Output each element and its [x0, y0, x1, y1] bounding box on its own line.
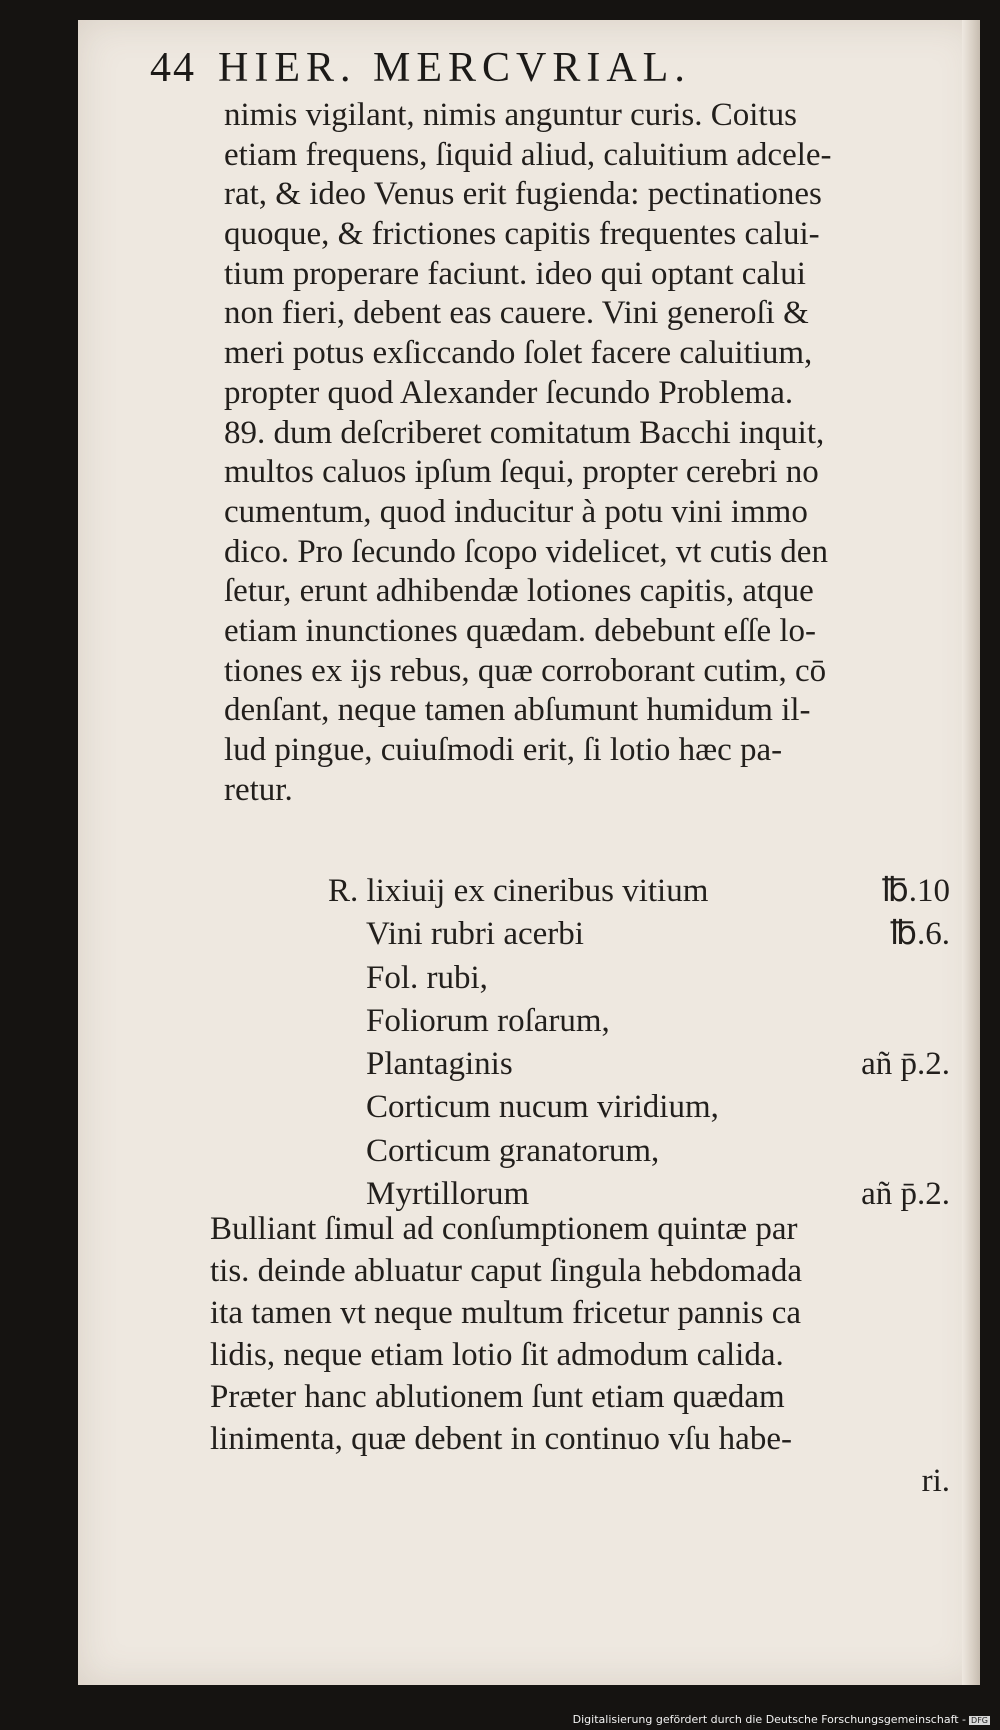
text-line: nimis vigilant, nimis anguntur curis. Coitus — [224, 97, 797, 133]
text-line: retur. — [224, 771, 293, 808]
recipe-item — [224, 1043, 964, 1086]
ingredient-quantity: ℔.6. — [890, 916, 950, 953]
running-title: HIER. MERCVRIAL. — [218, 45, 691, 91]
recipe-item — [224, 1086, 964, 1129]
text-line: Bulliant ſimul ad conſumptionem quintæ par — [210, 1211, 798, 1247]
text-line: lud pingue, cuiuſmodi erit, ſi lotio hæc pa- — [224, 732, 783, 768]
text-line: denſant, neque tamen abſumunt humidum il- — [224, 692, 811, 729]
text-line: cumentum, quod inducitur à potu vini immo — [224, 493, 808, 530]
text-line: dico. Pro ſecundo ſcopo videlicet, vt cutis den — [224, 533, 828, 570]
text-line: ſetur, erunt adhibendæ lotiones capitis, atque — [224, 573, 814, 610]
recipe-item — [224, 1000, 964, 1043]
ingredient-name: Corticum granatorum, — [366, 1132, 660, 1169]
text-line: tis. deinde abluatur caput ſingula hebdomada — [210, 1253, 802, 1289]
text-line: etiam inunctiones quædam. debebunt eſſe lo- — [224, 612, 817, 649]
running-header — [150, 44, 930, 91]
text-line: ita tamen vt neque multum fricetur pannis ca — [210, 1295, 802, 1331]
ingredient-name: Fol. rubi, — [366, 959, 488, 996]
text-line: tiones ex ijs rebus, quæ corroborant cutim, cō — [224, 652, 827, 689]
closing-text — [210, 1208, 962, 1502]
text-line: meri potus exſiccando ſolet facere caluitium, — [224, 335, 813, 372]
text-line: 89. dum deſcriberet comitatum Bacchi inquit, — [224, 414, 825, 451]
ingredient-name: Plantaginis — [366, 1046, 513, 1083]
recipe-item — [224, 913, 964, 956]
text-line: quoque, & frictiones capitis frequentes calui- — [224, 216, 820, 253]
recipe-item — [224, 870, 964, 913]
text-line: etiam frequens, ſiquid aliud, caluitium adcele- — [224, 136, 832, 173]
ingredient-quantity: añ p̄.2. — [861, 1046, 950, 1083]
text-line: rat, & ideo Venus erit fugienda: pectinationes — [224, 176, 822, 213]
body-text — [224, 96, 964, 810]
recipe-item — [224, 1130, 964, 1173]
ingredient-quantity: ℔.10 — [881, 873, 950, 909]
text-line: multos caluos ipſum ſequi, propter cerebri no — [224, 454, 819, 491]
credit-text: Digitalisierung gefördert durch die Deutsche Forschungsgemeinschaft - — [572, 1713, 967, 1726]
text-line: linimenta, quæ debent in continuo vſu habe- — [210, 1421, 792, 1457]
ingredient-name: R. lixiuij ex cineribus vitium — [328, 873, 709, 909]
dfg-logo: DFG — [971, 1715, 988, 1725]
recipe-item — [224, 957, 964, 1000]
catchword: ri. — [921, 1463, 950, 1499]
page-number: 44 — [150, 45, 196, 91]
ingredient-name: Vini rubri acerbi — [366, 916, 584, 953]
text-line: Præter hanc ablutionem ſunt etiam quædam — [210, 1379, 785, 1415]
ingredient-name: Corticum nucum viridium, — [366, 1089, 719, 1126]
ingredient-name: Foliorum roſarum, — [366, 1002, 610, 1039]
text-line: non fieri, debent eas cauere. Vini generoſi & — [224, 295, 809, 332]
digitization-credit — [0, 1713, 990, 1726]
text-line: lidis, neque etiam lotio ſit admodum calida. — [210, 1337, 784, 1373]
text-line: propter quod Alexander ſecundo Problema. — [224, 374, 794, 411]
recipe-list — [224, 870, 964, 1216]
text-line: tium properare faciunt. ideo qui optant calui — [224, 255, 806, 292]
ingredient-name: Myrtillorum — [366, 1176, 530, 1213]
page-edge — [962, 20, 980, 1685]
ingredient-quantity: añ p̄.2. — [861, 1176, 950, 1213]
